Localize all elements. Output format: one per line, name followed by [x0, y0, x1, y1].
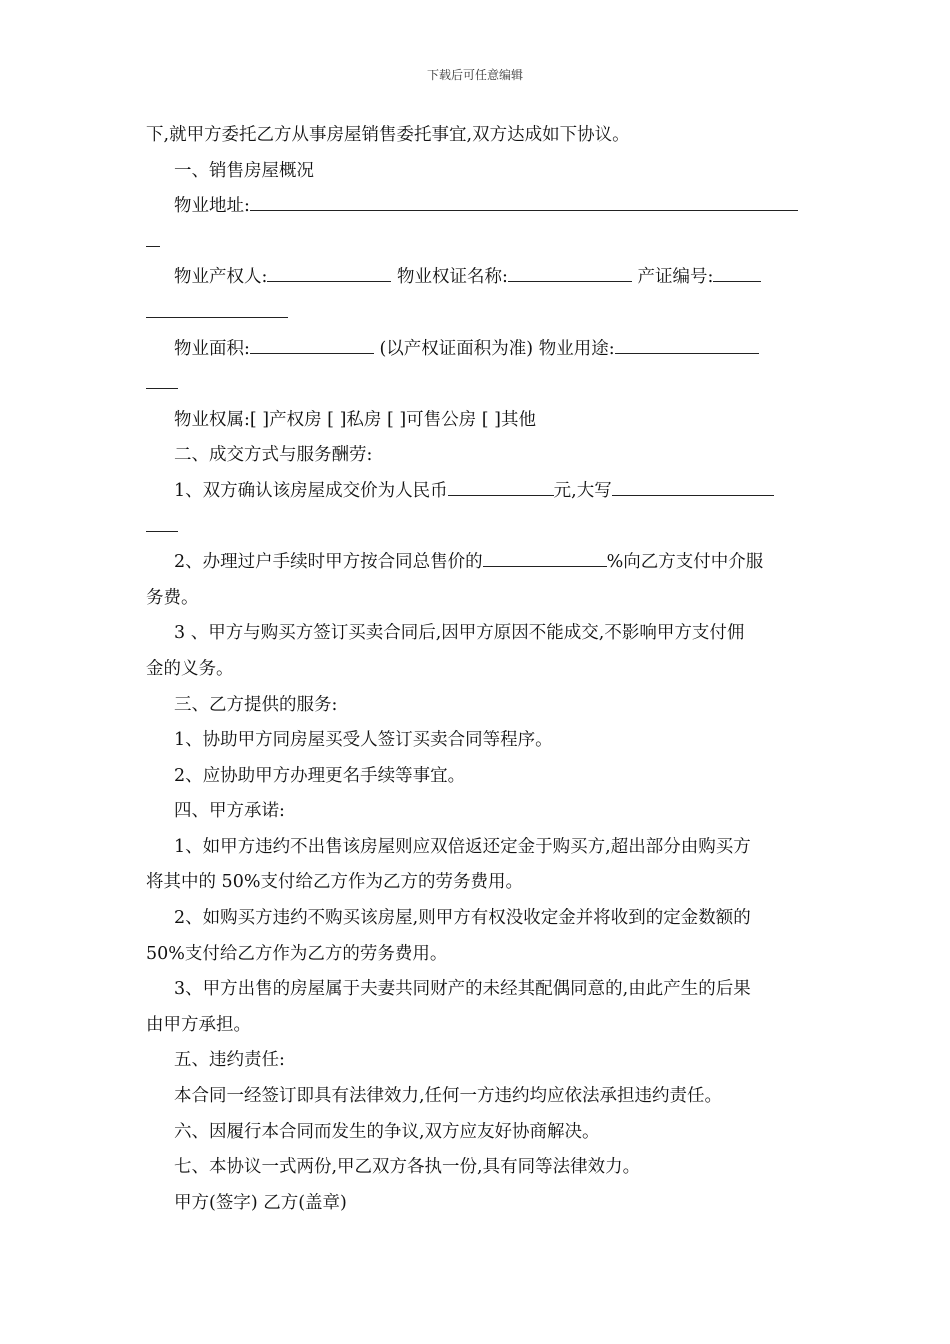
signature-line: 甲方(签字) 乙方(盖章) [174, 1192, 347, 1213]
clause-4-3-continuation: 由甲方承担。 [146, 1014, 251, 1035]
property-address-field-cont[interactable] [146, 226, 160, 247]
section-seven: 七、本协议一式两份,甲乙双方各执一份,具有同等法律效力。 [174, 1157, 641, 1178]
property-use-continuation [146, 367, 808, 403]
clause-2-3-continuation: 金的义务。 [146, 658, 234, 679]
commission-label: 2、办理过户手续时甲方按合同总售价的 [174, 552, 483, 573]
clause-4-3: 3、甲方出售的房屋属于夫妻共同财产的未经其配偶同意的,由此产生的后果 [174, 979, 751, 1000]
clause-4-1-continuation: 将其中的 50%支付给乙方作为乙方的劳务费用。 [146, 872, 523, 893]
clause-4-1: 1、如甲方违约不出售该房屋则应双倍返还定金于购买方,超出部分由购买方 [174, 836, 751, 857]
property-owner-row [146, 260, 808, 296]
price-field[interactable] [448, 475, 554, 496]
page-header: 下载后可任意编辑 [426, 68, 523, 82]
certificate-number-field[interactable] [713, 261, 761, 282]
intro-line: 下,就甲方委托乙方从事房屋销售委托事宜,双方达成如下协议。 [146, 125, 630, 145]
property-address-field[interactable] [250, 190, 798, 211]
section-three-heading: 三、乙方提供的服务: [174, 694, 338, 715]
clause-2-3: 3 、甲方与购买方签订买卖合同后,因甲方原因不能成交,不影响甲方支付佣 [174, 623, 745, 644]
clause-3-1: 1、协助甲方同房屋买受人签订买卖合同等程序。 [174, 730, 553, 751]
price-label: 1、双方确认该房屋成交价为人民币 [174, 480, 448, 501]
price-row [146, 474, 808, 510]
property-address-label: 物业地址: [174, 196, 250, 217]
section-one-heading: 一、销售房屋概况 [174, 160, 314, 181]
clause-5: 本合同一经签订即具有法律效力,任何一方违约均应依法承担违约责任。 [174, 1086, 723, 1107]
property-area-row [146, 332, 808, 368]
price-words-field-cont[interactable] [146, 511, 178, 532]
clause-4-2-continuation: 50%支付给乙方作为乙方的劳务费用。 [146, 943, 448, 964]
section-five-heading: 五、违约责任: [174, 1050, 285, 1071]
property-use-field-cont[interactable] [146, 368, 178, 389]
price-words-continuation [146, 510, 808, 546]
certificate-name-field[interactable] [508, 261, 632, 282]
commission-continuation: 务费。 [146, 587, 199, 608]
property-use-field[interactable] [615, 333, 759, 354]
section-four-heading: 四、甲方承诺: [174, 801, 285, 822]
section-six: 六、因履行本合同而发生的争议,双方应友好协商解决。 [174, 1121, 600, 1142]
property-area-field[interactable] [250, 333, 374, 354]
section-two-heading: 二、成交方式与服务酬劳: [174, 445, 373, 466]
property-area-label: 物业面积: [174, 338, 250, 359]
commission-label-suffix: %向乙方支付中介服 [606, 552, 764, 573]
contract-body [146, 118, 808, 1221]
property-use-label: (以产权证面积为准) 物业用途: [379, 338, 615, 359]
certificate-number-label: 产证编号: [637, 267, 714, 288]
clause-4-2: 2、如购买方违约不购买该房屋,则甲方有权没收定金并将收到的定金数额的 [174, 908, 751, 929]
property-ownership-type: 物业权属:[ ]产权房 [ ]私房 [ ]可售公房 [ ]其他 [174, 409, 536, 430]
price-words-field[interactable] [612, 475, 774, 496]
price-words-label: 元,大写 [553, 480, 612, 501]
commission-row [146, 545, 808, 581]
certificate-name-label: 物业权证名称: [396, 267, 508, 288]
property-owner-label: 物业产权人: [174, 267, 268, 288]
property-address-continuation [146, 225, 808, 261]
certificate-number-continuation [146, 296, 808, 332]
certificate-number-field-cont[interactable] [146, 297, 288, 318]
property-owner-field[interactable] [267, 261, 391, 282]
commission-percent-field[interactable] [483, 546, 607, 567]
clause-3-2: 2、应协助甲方办理更名手续等事宜。 [174, 765, 466, 786]
property-address-row [146, 189, 808, 225]
